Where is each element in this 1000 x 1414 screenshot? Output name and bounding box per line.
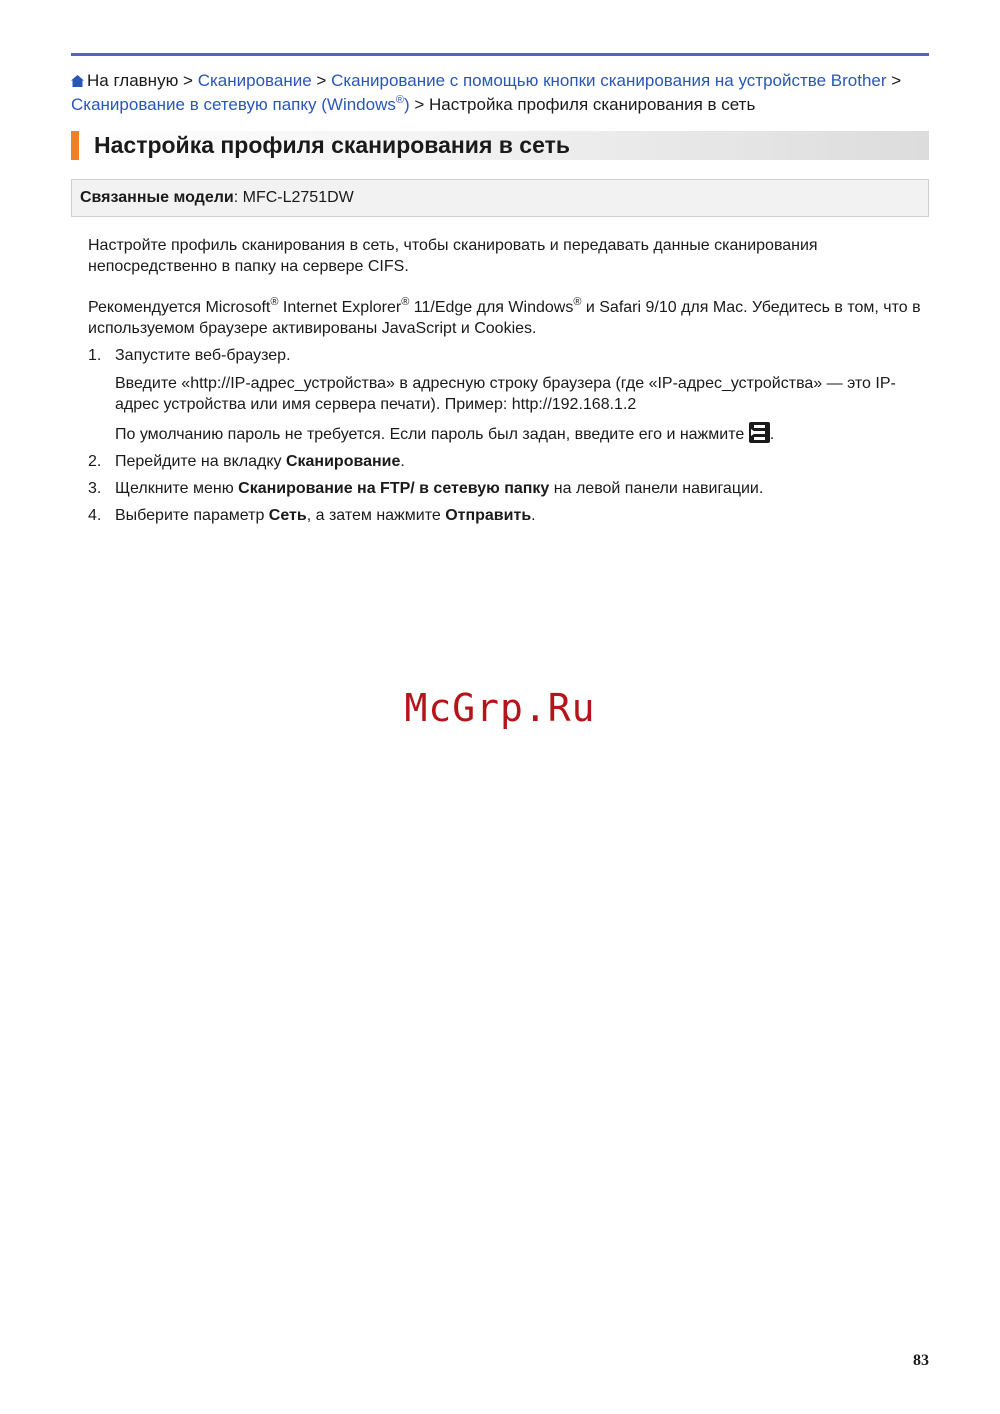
registered-mark: ® [573,296,582,308]
title-accent [71,131,79,160]
related-models-value: MFC-L2751DW [242,189,354,206]
step-text: Перейдите на вкладку [115,453,286,470]
breadcrumb-separator: > [178,71,198,90]
breadcrumb-separator: > [409,95,430,114]
step-text: Щелкните меню [115,480,239,497]
step-item [88,345,930,445]
browser-note-part3: 11/Edge для Windows [409,299,574,316]
watermark: McGrp.Ru [404,686,596,730]
step-text: Запустите веб-браузер. [115,347,291,364]
breadcrumb-link-network-folder[interactable] [71,95,410,114]
browser-note [88,297,930,339]
steps-list [88,345,930,526]
step-bold-term: Сканирование на FTP/ в сетевую папку [238,480,550,497]
breadcrumb [71,69,931,117]
breadcrumb-separator: > [886,71,902,90]
registered-mark: ® [395,94,404,106]
step-item [88,505,930,526]
step-item [88,451,930,472]
step-number: 4. [88,507,102,524]
step-number: 3. [88,480,102,497]
related-models-box [71,179,929,217]
step-subtext-end: . [769,426,775,443]
breadcrumb-current: Настройка профиля сканирования в сеть [429,95,756,114]
step-number: 1. [88,347,102,364]
browser-note-part2: Internet Explorer [278,299,402,316]
related-models-label: Связанные модели [80,189,234,206]
step-bold-term: Отправить [445,507,532,524]
top-rule [71,53,929,56]
breadcrumb-link-network-folder-text: Сканирование в сетевую папку (Windows [71,95,396,114]
page-number: 83 [913,1352,929,1369]
step-text-end: . [400,453,405,470]
related-models-colon: : [233,189,243,206]
title-bar [71,131,929,160]
registered-mark: ® [401,296,410,308]
breadcrumb-link-scanning[interactable]: Сканирование [197,71,312,90]
breadcrumb-separator: > [311,71,332,90]
step-subtext-text: По умолчанию пароль не требуется. Если пароль был задан, введите его и нажмите [115,426,749,443]
registered-mark: ® [270,296,279,308]
step-subtext: Введите «http://IP-адрес_устройства» в адресную строку браузера (где «IP-адрес_устройства» — это IP-адрес устройства или имя сервера печати). Пример: http://192.168.1.2 [115,375,896,413]
submit-arrow-icon[interactable] [749,422,770,443]
related-models [80,180,354,216]
browser-note-part4: и Safari 9/10 для Mac. Убедитесь в том, что в используемом браузере активированы JavaScript и Cookies. [88,299,921,337]
step-text-mid: , а затем нажмите [306,507,446,524]
step-text-end: . [531,507,536,524]
breadcrumb-home[interactable]: На главную [87,71,179,90]
browser-note-part1: Рекомендуется Microsoft [88,299,271,316]
step-subtext [115,422,930,445]
step-text-end: на левой панели навигации. [549,480,764,497]
page-title: Настройка профиля сканирования в сеть [94,132,570,158]
breadcrumb-link-scan-button[interactable]: Сканирование с помощью кнопки сканирования на устройстве Brother [331,71,887,90]
step-item [88,478,930,499]
main-content [88,235,930,532]
step-bold-term: Сканирование [285,453,401,470]
breadcrumb-link-network-folder-close: ) [403,95,410,114]
step-bold-term: Сеть [268,507,307,524]
home-icon[interactable] [71,75,84,87]
intro-paragraph: Настройте профиль сканирования в сеть, чтобы сканировать и передавать данные сканирования непосредственно в папку на сервере CIFS. [88,237,818,275]
step-number: 2. [88,453,102,470]
step-text: Выберите параметр [115,507,269,524]
